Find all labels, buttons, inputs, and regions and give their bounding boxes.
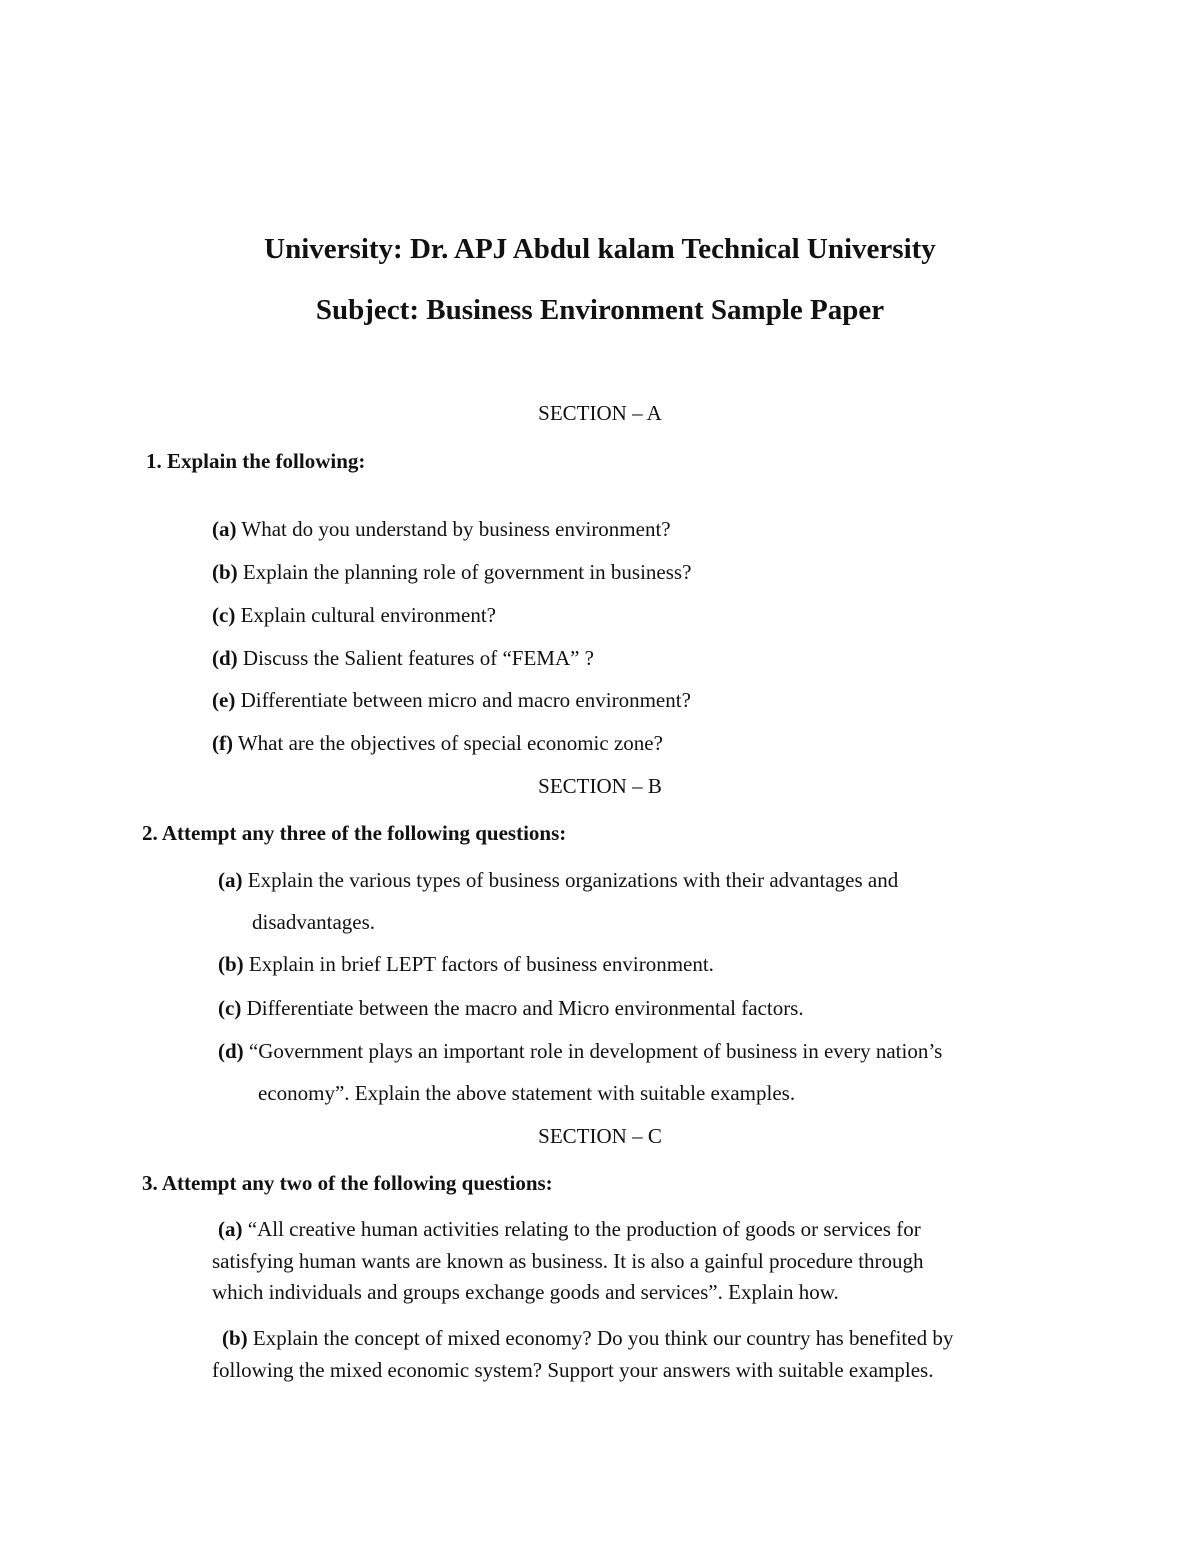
question-2a <box>218 866 898 894</box>
item-text: Differentiate between the macro and Micro environmental factors. <box>241 996 804 1020</box>
question-3b-continuation: following the mixed economic system? Support your answers with suitable examples. <box>212 1358 934 1382</box>
item-text: Explain the planning role of government in business? <box>237 560 692 584</box>
question-3a <box>218 1215 921 1243</box>
item-label: (a) <box>218 1217 243 1241</box>
university-title: University: Dr. APJ Abdul kalam Technical University <box>264 233 936 265</box>
question-1d <box>212 644 594 672</box>
question-3-heading: 3. Attempt any two of the following questions: <box>142 1171 553 1195</box>
item-text: “All creative human activities relating to the production of goods or services for <box>242 1217 921 1241</box>
question-3b <box>222 1324 953 1352</box>
question-1b <box>212 558 691 586</box>
question-2a-continuation: disadvantages. <box>252 910 376 934</box>
question-2d <box>218 1037 942 1065</box>
question-2d-continuation: economy”. Explain the above statement with suitable examples. <box>258 1081 796 1105</box>
item-text: Discuss the Salient features of “FEMA” ? <box>237 646 594 670</box>
item-text: “Government plays an important role in development of business in every nation’s <box>243 1039 943 1063</box>
question-1c <box>212 601 496 629</box>
item-text: Explain in brief LEPT factors of business environment. <box>243 952 714 976</box>
item-label: (b) <box>212 560 238 584</box>
question-3a-continuation-2: which individuals and groups exchange goods and services”. Explain how. <box>212 1280 839 1304</box>
item-label: (f) <box>212 731 233 755</box>
item-label: (c) <box>218 996 242 1020</box>
question-1-heading: 1. Explain the following: <box>146 449 366 473</box>
item-label: (a) <box>212 517 237 541</box>
item-text: What do you understand by business environment? <box>236 517 671 541</box>
item-label: (c) <box>212 603 236 627</box>
item-text: Explain the concept of mixed economy? Do you think our country has benefited by <box>247 1326 954 1350</box>
item-text: Explain cultural environment? <box>235 603 496 627</box>
question-2b <box>218 950 714 978</box>
question-3a-continuation-1: satisfying human wants are known as business. It is also a gainful procedure through <box>212 1249 924 1273</box>
item-label: (e) <box>212 688 236 712</box>
item-label: (d) <box>218 1039 244 1063</box>
item-text: Differentiate between micro and macro environment? <box>235 688 691 712</box>
item-label: (b) <box>222 1326 248 1350</box>
item-label: (b) <box>218 952 244 976</box>
item-text: What are the objectives of special economic zone? <box>232 731 663 755</box>
section-c-heading: SECTION – C <box>538 1124 662 1148</box>
subject-title: Subject: Business Environment Sample Paper <box>315 294 885 326</box>
section-b-heading: SECTION – B <box>538 774 662 798</box>
item-text: Explain the various types of business organizations with their advantages and <box>242 868 899 892</box>
item-label: (a) <box>218 868 243 892</box>
question-2-heading: 2. Attempt any three of the following questions: <box>142 821 567 845</box>
item-label: (d) <box>212 646 238 670</box>
question-2c <box>218 994 804 1022</box>
question-1f <box>212 729 663 757</box>
question-1a <box>212 515 671 543</box>
section-a-heading: SECTION – A <box>538 401 662 425</box>
question-1e <box>212 686 691 714</box>
